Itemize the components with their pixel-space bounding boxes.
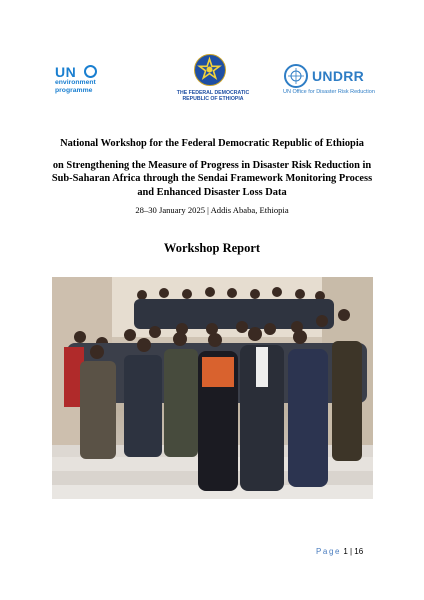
title-line-1: National Workshop for the Federal Democratic Republic of Ethiopia [60,138,364,149]
un-globe-icon [84,65,97,78]
unep-logo-un: UN [55,64,77,80]
group-photo [52,277,373,499]
logo-bar [0,52,424,108]
unep-logo-text [55,79,96,94]
title-line-4: and Enhanced Disaster Loss Data [137,186,287,198]
report-heading: Workshop Report [163,241,261,255]
ethiopia-caption-line1: THE FEDERAL DEMOCRATIC [176,90,250,96]
title-line-2: on Strengthening the Measure of Progress in Disaster Risk Reduction in [52,159,372,171]
ethiopia-emblem-icon [194,54,226,86]
page-number [316,547,363,556]
title-line-3: Sub-Saharan Africa through the Sendai Framework Monitoring Process [51,173,373,184]
undrr-logo [283,64,383,98]
page-label: Page [316,547,342,556]
un-emblem-icon [284,64,308,88]
unep-logo-line2: environment [55,79,96,86]
undrr-logo-subtitle: UN Office for Disaster Risk Reduction [283,89,375,95]
ethiopia-emblem-caption [168,90,258,102]
undrr-logo-name: UNDRR [312,68,365,84]
unep-logo [55,64,115,98]
unep-logo-line3: programme [55,86,93,94]
document-title [30,137,394,199]
page-count: 1 | 16 [343,547,364,556]
ethiopia-caption-line2: REPUBLIC OF ETHIOPIA [182,96,244,103]
date-location: 28–30 January 2025 | Addis Ababa, Ethiopia [135,205,289,215]
